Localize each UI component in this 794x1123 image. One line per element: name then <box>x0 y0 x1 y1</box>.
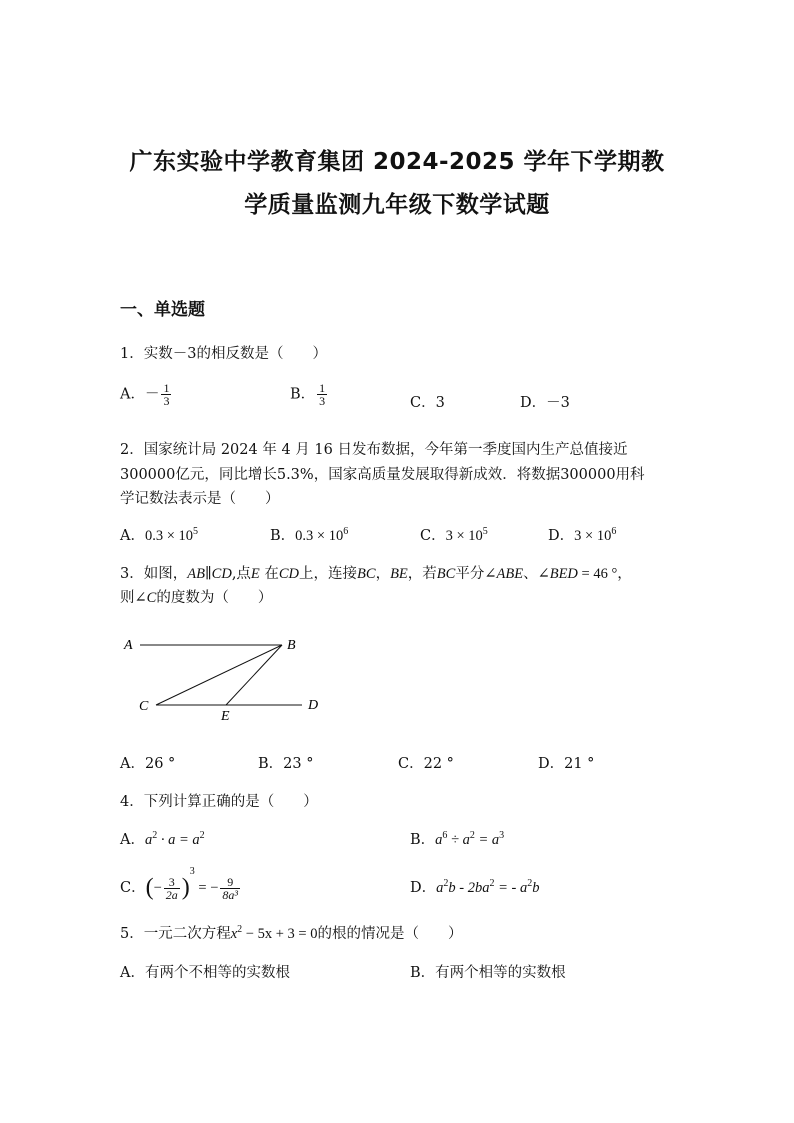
math-var: b <box>532 880 540 896</box>
fraction <box>220 876 240 901</box>
fraction <box>161 382 171 407</box>
text: 的度数为（ ） <box>156 590 273 606</box>
math-var: AB <box>187 566 205 582</box>
text: 平分 <box>455 566 485 582</box>
option-label: C． <box>120 880 146 896</box>
question-1-stem: 1．实数－3的相反数是（ ） <box>120 346 327 362</box>
text: 3．如图， <box>120 566 188 582</box>
exponent: 6 <box>442 830 448 842</box>
numerator: 9 <box>227 874 234 889</box>
question-5-option-a: A．有两个不相等的实数根 <box>120 965 290 981</box>
minus-sign: － <box>144 386 160 403</box>
question-3-option-b: B．23 ° <box>258 756 314 772</box>
option-label: D． <box>548 528 575 544</box>
question-4-option-c <box>120 866 242 902</box>
math-expression: = 46 ° <box>577 566 618 582</box>
option-label: A． <box>120 528 145 544</box>
text: 上，连接 <box>299 566 358 582</box>
math-expression: = a <box>474 832 500 848</box>
math-var: ABE <box>496 566 524 582</box>
math-var: C <box>146 590 157 606</box>
exponent: 2 <box>489 878 495 890</box>
math-expression: 3 × 10 <box>574 528 612 544</box>
question-3-figure <box>110 625 340 730</box>
text: ，若 <box>407 566 437 582</box>
math-var: BED <box>549 566 578 582</box>
exponent: 2 <box>527 878 533 890</box>
exponent: 2 <box>469 830 475 842</box>
question-1-option-b <box>290 382 329 407</box>
question-4-stem: 4．下列计算正确的是（ ） <box>120 794 318 810</box>
denominator: 3 <box>319 394 326 408</box>
parallel-symbol: ∥ <box>204 566 212 582</box>
question-4-option-d <box>410 876 539 897</box>
math-expression: = − <box>194 880 219 896</box>
math-var: a <box>144 832 153 848</box>
question-2-option-d <box>548 524 616 545</box>
math-var: BC <box>357 566 376 582</box>
right-paren: ) <box>181 874 190 901</box>
math-var: x <box>230 926 238 942</box>
denominator: 3 <box>163 394 170 408</box>
angle-symbol: ∠ <box>484 566 497 582</box>
text: 则 <box>120 590 135 606</box>
question-3-option-a: A．26 ° <box>120 756 176 772</box>
math-var: E <box>250 566 260 582</box>
label-e: E <box>221 709 230 724</box>
angle-symbol: ∠ <box>537 566 550 582</box>
math-expression: 0.3 × 10 <box>295 528 344 544</box>
text: 、 <box>523 566 538 582</box>
exponent: 5 <box>193 526 199 538</box>
option-label: B． <box>270 528 296 544</box>
minus-sign: − <box>153 880 162 896</box>
question-2-line-1: 2．国家统计局 2024 年 4 月 16 日发布数据，今年第一季度国内生产总值接近 <box>120 442 628 458</box>
label-b: B <box>287 638 296 653</box>
math-expression: 0.3 × 10 <box>144 528 194 544</box>
text: ,点 <box>231 566 251 582</box>
numerator: 1 <box>163 381 170 395</box>
segment-bc <box>156 645 282 705</box>
option-label: C． <box>420 528 446 544</box>
question-2-option-a <box>120 524 198 545</box>
math-expression: b - 2ba <box>448 880 490 896</box>
numerator: 3 <box>168 874 175 889</box>
exponent: 3 <box>189 866 195 877</box>
question-1-option-c: C．3 <box>410 395 445 411</box>
page-title-line-1: 广东实验中学教育集团 2024-2025 学年下学期教 <box>129 149 665 175</box>
fraction <box>317 382 327 407</box>
math-expression: − 5x + 3 = 0 <box>242 926 318 942</box>
exponent: 2 <box>443 878 449 890</box>
label-c: C <box>139 699 149 714</box>
math-var: CD <box>278 566 300 582</box>
math-var: a <box>436 880 444 896</box>
question-5-stem <box>120 922 462 943</box>
text: ， <box>375 566 391 582</box>
math-expression: ÷ a <box>447 832 470 848</box>
option-label: A． <box>120 386 145 403</box>
exponent: 5 <box>482 526 488 538</box>
exponent: 3 <box>499 830 505 842</box>
math-var: BE <box>390 566 408 582</box>
math-expression: · a = a <box>157 832 200 848</box>
question-3-option-d: D．21 ° <box>538 756 595 772</box>
option-label: B． <box>410 832 436 848</box>
label-a: A <box>124 638 133 653</box>
math-var: a <box>435 832 443 848</box>
exponent: 2 <box>152 830 158 842</box>
denominator: 8a³ <box>222 887 239 902</box>
question-4-option-a <box>120 828 205 849</box>
option-label: A． <box>120 832 145 848</box>
question-4-option-b <box>410 828 504 849</box>
numerator: 1 <box>319 381 326 395</box>
question-1-option-d: D．－3 <box>520 395 570 411</box>
exponent: 6 <box>343 526 349 538</box>
math-expression: = - a <box>494 880 528 896</box>
question-5-option-b: B．有两个相等的实数根 <box>410 965 566 981</box>
exponent: 6 <box>611 526 617 538</box>
fraction <box>164 876 180 901</box>
denominator: 2a <box>165 887 178 902</box>
left-paren: ( <box>145 874 154 901</box>
segment-be <box>226 645 282 705</box>
section-heading-single-choice: 一、单选题 <box>120 300 205 320</box>
math-var: BC <box>436 566 456 582</box>
text: 在 <box>259 566 279 582</box>
angle-symbol: ∠ <box>134 590 147 606</box>
exponent: 2 <box>199 830 205 842</box>
question-2-option-c <box>420 524 488 545</box>
question-2-line-2: 300000亿元，同比增长5.3%，国家高质量发展取得新成效．将数据300000用科 <box>120 467 645 483</box>
math-var: CD <box>211 566 232 582</box>
question-3-line-1 <box>120 562 632 583</box>
question-3-option-c: C．22 ° <box>398 756 454 772</box>
question-3-line-2 <box>120 586 272 607</box>
text: 5．一元二次方程 <box>120 926 231 942</box>
question-2-line-3: 学记数法表示是（ ） <box>120 491 280 507</box>
exponent: 2 <box>237 924 243 936</box>
text: ， <box>617 566 632 582</box>
text: 的根的情况是（ ） <box>317 926 463 942</box>
question-1-option-a <box>120 382 173 407</box>
label-d: D <box>308 698 319 713</box>
page-title-line-2: 学质量监测九年级下数学试题 <box>244 192 550 218</box>
option-label: D． <box>410 880 437 896</box>
question-2-option-b <box>270 524 348 545</box>
math-expression: 3 × 10 <box>445 528 483 544</box>
option-label: B． <box>290 386 316 403</box>
